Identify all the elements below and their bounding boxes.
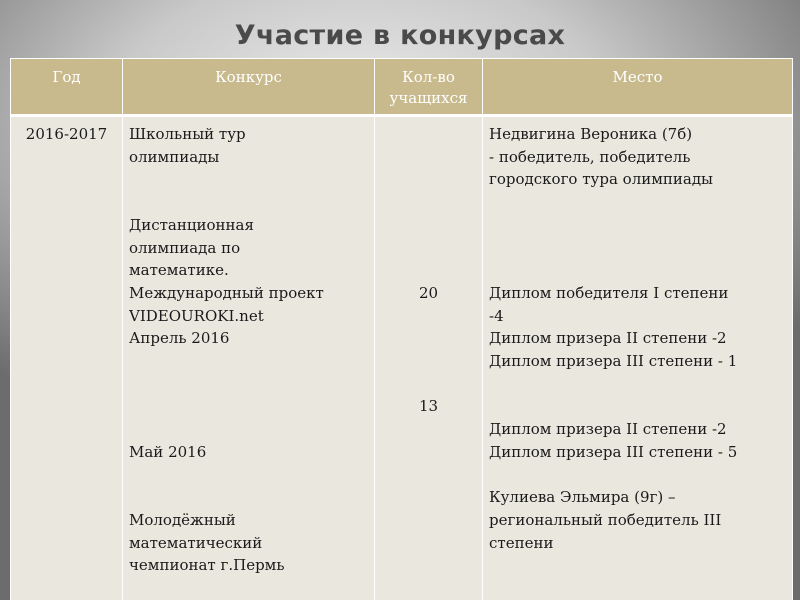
place-winner-line1: Недвигина Вероника (7б): [489, 125, 693, 143]
place-cell: [483, 116, 793, 600]
header-place: [483, 59, 793, 116]
count-first: 20: [418, 283, 439, 302]
header-place-label: Место: [612, 68, 663, 86]
place-april-line2: -4: [489, 306, 504, 325]
contest-youth-line3: чемпионат г.Пермь: [129, 556, 285, 575]
place-may-line1: Диплом призера II степени -2: [489, 420, 727, 439]
contest-school-line2: олимпиады: [129, 147, 220, 166]
header-year-label: Год: [52, 68, 81, 86]
year-cell: [11, 116, 123, 600]
contest-youth-line2: математический: [129, 533, 263, 552]
place-april-line3: Диплом призера II степени -2: [489, 329, 727, 348]
header-count-label-line1: Кол-во: [402, 68, 455, 86]
header-count-label-line2: учащихся: [389, 89, 468, 107]
place-regional-line1: Кулиева Эльмира (9г) –: [489, 488, 676, 507]
contest-distance-line4: Международный проект: [129, 283, 324, 302]
contest-distance-line6: Апрель 2016: [129, 329, 230, 348]
place-regional-line2: региональный победитель III: [489, 510, 722, 529]
table-row: [11, 116, 793, 600]
place-regional-line3: степени: [489, 533, 554, 552]
header-count: [375, 59, 483, 116]
contests-table: [10, 58, 793, 600]
contest-school-line1: Школьный тур: [129, 125, 246, 143]
contest-youth-line1: Молодёжный: [129, 510, 236, 529]
place-winner-line3: городского тура олимпиады: [489, 170, 713, 189]
count-second: 13: [418, 397, 439, 416]
header-contest-label: Конкурс: [215, 68, 282, 86]
place-april-line4: Диплом призера III степени - 1: [489, 352, 738, 371]
contest-distance-line2: олимпиада по: [129, 238, 241, 257]
contest-distance-line3: математике.: [129, 261, 229, 280]
contest-distance-line1: Дистанционная: [129, 215, 254, 234]
place-winner-line2: - победитель, победитель: [489, 147, 691, 166]
slide-title: Участие в конкурсах: [234, 20, 566, 51]
table-header-row: [11, 59, 793, 116]
header-year: [11, 59, 123, 116]
contest-may: Май 2016: [129, 442, 207, 461]
contest-cell: [123, 116, 375, 600]
count-cell: [375, 116, 483, 600]
header-contest: [123, 59, 375, 116]
place-may-line2: Диплом призера III степени - 5: [489, 442, 738, 461]
contest-distance-line5: VIDEOUROKI.net: [129, 306, 264, 325]
place-april-line1: Диплом победителя I степени: [489, 283, 729, 302]
year-value: 2016-2017: [25, 125, 108, 143]
